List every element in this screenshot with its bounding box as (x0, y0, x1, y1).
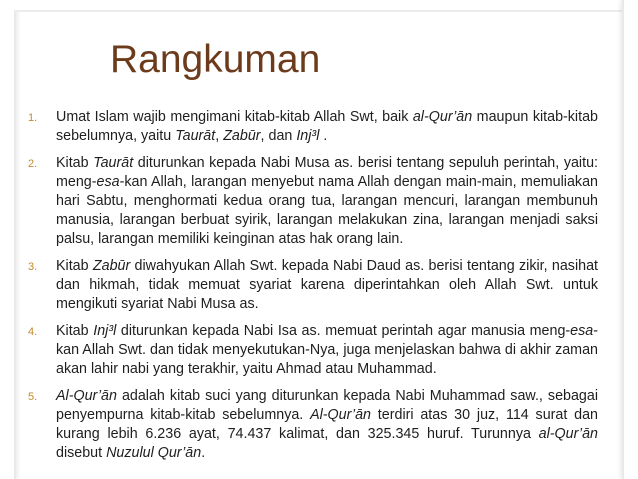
italic-term: Inj³l (296, 128, 320, 144)
slide-frame-left (0, 0, 16, 479)
text-segment: maupun kitab-kitab sebelumnya, yaitu (56, 109, 598, 144)
text-segment: Kitab (56, 323, 94, 339)
list-item-number: 4. (28, 326, 38, 338)
text-segment: diturunkan kepada Nabi Isa as. memuat perintah agar manusia meng- (116, 323, 571, 339)
text-segment: disebut (56, 445, 107, 461)
list-item-number: 3. (28, 261, 38, 273)
italic-term: Taurāt (175, 128, 216, 144)
list-item-number: 5. (28, 391, 38, 403)
text-segment: Umat Islam wajib mengimani kitab-kitab Allah Swt, baik (56, 109, 413, 125)
text-segment: terdiri atas 30 juz, 114 surat dan kurang lebih 6.236 ayat, 74.437 kalimat, dan 325.345 huruf. Turunnya (56, 407, 598, 442)
italic-term: al-Qur’ān (412, 109, 473, 125)
italic-term: Taurāt (93, 155, 134, 171)
text-segment: diwahyukan Allah Swt. kepada Nabi Daud as. berisi tentang zikir, nasihat dan hikmah, tidak memuat syariat karena diperintahkan oleh Allah Swt. untuk mengikuti syariat Nabi Musa as. (56, 258, 598, 312)
list-item (28, 322, 598, 379)
italic-term: Al-Qur’ān (56, 388, 117, 404)
slide-frame-top (14, 0, 624, 12)
list-item-text (56, 258, 598, 312)
text-segment: adalah kitab suci yang diturunkan kepada Nabi Muhammad saw., sebagai penyempurna kitab-kitab sebelumnya. (56, 388, 598, 423)
list-item-text (56, 155, 598, 247)
slide-frame-right (622, 0, 638, 479)
list-item-text (56, 109, 598, 144)
text-segment: . (319, 128, 328, 144)
list-item-number: 1. (28, 112, 38, 124)
list-item-text (56, 388, 598, 461)
text-segment: , (215, 128, 224, 144)
list-item (28, 154, 598, 249)
text-segment: -kan Allah Swt. dan tidak menyekutukan-Nya, juga menjelaskan bahwa di akhir zaman akan lahir nabi yang terakhir, yaitu Ahmad atau Muhammad. (56, 323, 598, 377)
list-item (28, 108, 598, 146)
italic-term: Inj³l (93, 323, 117, 339)
italic-term: Nuzulul Qur’ān (106, 445, 202, 461)
italic-term: Zabūr (92, 258, 131, 274)
list-item (28, 257, 598, 314)
text-segment: , dan (260, 128, 297, 144)
italic-term: esa (570, 323, 594, 339)
list-item-text (56, 323, 598, 377)
italic-term: esa (96, 174, 120, 190)
list-item-number: 2. (28, 158, 38, 170)
summary-list (28, 108, 598, 471)
italic-term: al-Qur’ān (538, 426, 598, 442)
italic-term: Zabūr (223, 128, 261, 144)
text-segment: . (201, 445, 206, 461)
text-segment: -kan Allah, larangan menyebut nama Allah dengan main-main, memuliakan hari Sabtu, menghormati kedua orang tua, larangan mencuri, larangan membunuh manusia, larangan berbuat syirik, larangan melakukan zina, larangan menjadi saksi palsu, larangan memiliki keinginan atas hak orang lain. (56, 174, 598, 247)
list-item (28, 387, 598, 463)
text-segment: Kitab (56, 155, 94, 171)
text-segment: diturunkan kepada Nabi Musa as. berisi tentang sepuluh perintah, yaitu: meng- (56, 155, 598, 190)
slide-title: Rangkuman (110, 38, 321, 81)
italic-term: Al-Qur’ān (310, 407, 371, 423)
text-segment: Kitab (56, 258, 93, 274)
